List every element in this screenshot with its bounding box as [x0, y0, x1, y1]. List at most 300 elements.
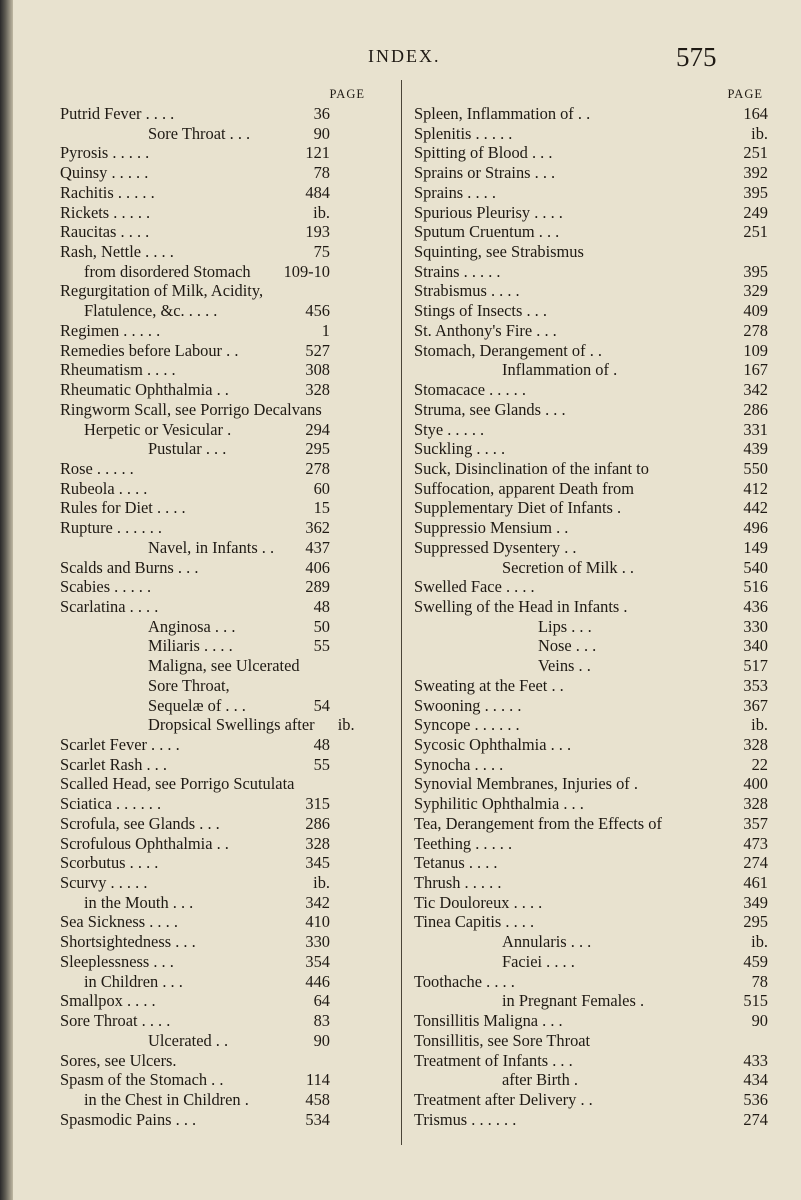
index-term: Scurvy — [60, 873, 107, 893]
leader-dots: . . . . . . — [467, 1109, 521, 1129]
index-page-ref: ib. — [337, 715, 355, 735]
index-term: Strains — [414, 261, 460, 281]
index-entry — [414, 281, 774, 301]
index-term: Spasmodic Pains — [60, 1109, 172, 1129]
index-entry — [60, 163, 390, 183]
leader-dots: . . . — [201, 439, 231, 459]
index-page-ref: 331 — [743, 419, 768, 439]
index-entry — [414, 893, 774, 913]
index-page-ref: ib. — [751, 715, 768, 735]
index-term: Suffocation, apparent Death from — [414, 478, 634, 498]
index-page-ref: 294 — [305, 419, 330, 439]
index-page-ref: 78 — [751, 971, 768, 991]
index-page-ref: 50 — [313, 616, 330, 636]
index-entry — [414, 1110, 774, 1130]
index-page-ref: 329 — [743, 281, 768, 301]
index-page-ref: 392 — [743, 163, 768, 183]
index-term: Inflammation of — [502, 360, 609, 380]
index-term: Strabismus — [414, 281, 487, 301]
index-page-ref: 328 — [305, 833, 330, 853]
leader-dots: . . . — [171, 932, 200, 952]
index-entry — [414, 124, 774, 144]
index-term: Toothache — [414, 971, 483, 991]
index-page-ref: 540 — [743, 557, 768, 577]
index-term: Rheumatic Ophthalmia — [60, 380, 213, 400]
index-term: Scrofula, see Glands — [60, 813, 196, 833]
index-term: Sputum Cruentum — [414, 222, 535, 242]
leader-dots: . . . . — [184, 301, 222, 321]
index-term: from disordered Stomach — [84, 261, 251, 281]
index-term: Syphilitic Ophthalmia — [414, 794, 560, 814]
index-entry — [414, 242, 774, 262]
leader-dots: . . . . . — [106, 873, 152, 893]
index-column-right — [414, 84, 774, 1129]
index-page-ref: 516 — [743, 577, 768, 597]
index-entry — [414, 597, 774, 617]
index-page-ref: 167 — [743, 360, 768, 380]
book-binding-edge — [0, 0, 13, 1200]
index-page-ref: 433 — [743, 1050, 768, 1070]
index-term: Spurious Pleurisy — [414, 202, 531, 222]
index-term: Stye — [414, 419, 444, 439]
index-entry — [60, 834, 390, 854]
index-entry — [60, 262, 390, 282]
index-page-ref: 54 — [313, 695, 330, 715]
index-page-ref: 446 — [305, 971, 330, 991]
index-entry — [414, 262, 774, 282]
leader-dots: . . . . — [482, 971, 519, 991]
index-term: Tinea Capitis — [414, 912, 502, 932]
index-page-ref: 22 — [751, 754, 768, 774]
index-entry — [414, 321, 774, 341]
index-page-ref: 90 — [313, 123, 330, 143]
index-page-ref: 412 — [743, 478, 768, 498]
leader-dots: . . . . . — [119, 320, 165, 340]
leader-dots: . . . — [225, 123, 255, 143]
index-term: Synovial Membranes, Injuries of — [414, 774, 630, 794]
index-term: Pyrosis — [60, 143, 109, 163]
index-entry — [60, 1110, 390, 1130]
index-term: Supplementary Diet of Infants — [414, 498, 613, 518]
leader-dots: . . . — [158, 971, 187, 991]
leader-dots: . . — [211, 1030, 233, 1050]
index-entry — [60, 1031, 390, 1051]
index-page-ref: 437 — [305, 537, 330, 557]
leader-dots: . . . . — [114, 478, 152, 498]
index-entry — [60, 518, 390, 538]
index-entry — [414, 1090, 774, 1110]
index-term: Maligna, see Ulcerated — [148, 656, 300, 676]
index-column-left — [60, 84, 390, 1129]
index-page-ref: 515 — [743, 991, 768, 1011]
index-page-ref: 36 — [313, 104, 330, 123]
leader-dots: . . . . . — [471, 123, 517, 143]
index-page-ref: 534 — [305, 1109, 330, 1129]
index-page-ref: 83 — [313, 1011, 330, 1031]
index-term: Treatment after Delivery — [414, 1089, 577, 1109]
leader-dots: . . . . . — [107, 163, 153, 183]
leader-dots: . — [629, 774, 643, 794]
leader-dots: . . — [212, 380, 233, 400]
index-term: Raucitas — [60, 222, 117, 242]
leader-dots: . . . — [541, 399, 570, 419]
index-page-ref: 340 — [743, 636, 768, 656]
leader-dots: . . . . — [152, 498, 190, 518]
index-entry — [60, 912, 390, 932]
index-term: Scorbutus — [60, 853, 126, 873]
index-entry — [60, 380, 390, 400]
index-term: Shortsightedness — [60, 932, 172, 952]
index-term: Synocha — [414, 754, 471, 774]
index-term: Regimen — [60, 320, 120, 340]
index-page-ref: 395 — [743, 261, 768, 281]
index-entry — [60, 952, 390, 972]
index-page-ref: 109-10 — [283, 261, 330, 281]
index-page-ref: 496 — [743, 518, 768, 538]
index-entry — [60, 459, 390, 479]
index-entry — [414, 380, 774, 400]
index-entry — [414, 1011, 774, 1031]
index-entry — [414, 498, 774, 518]
leader-dots: . . . . . — [471, 833, 517, 853]
index-page-ref: ib. — [751, 932, 768, 952]
index-entry — [60, 656, 390, 676]
index-page-ref: 251 — [743, 143, 768, 163]
leader-dots: . . . . — [464, 853, 502, 873]
index-page-ref: 64 — [313, 991, 330, 1011]
leader-dots: . . . . — [530, 202, 568, 222]
index-page-ref: 55 — [313, 754, 330, 774]
index-entry — [414, 1051, 774, 1071]
index-term: Stomach, Derangement of — [414, 340, 586, 360]
index-entry — [60, 991, 390, 1011]
index-page-ref: 357 — [743, 813, 768, 833]
leader-dots: . . . — [195, 813, 224, 833]
leader-dots: . . — [212, 833, 234, 853]
index-entry — [60, 420, 390, 440]
leader-dots: . . . . . — [113, 182, 159, 202]
index-term: Suppressio Mensium — [414, 518, 552, 538]
leader-dots: . — [569, 1070, 583, 1090]
index-term: Sprains or Strains — [414, 163, 531, 183]
index-term: Rose — [60, 458, 93, 478]
index-entry — [60, 203, 390, 223]
leader-dots: . . . . . — [443, 419, 489, 439]
index-entry — [60, 577, 390, 597]
index-page-ref: 456 — [305, 301, 330, 321]
index-term: Flatulence, &c. — [84, 301, 185, 321]
index-term: in Children — [84, 971, 159, 991]
leader-dots: . — [619, 596, 632, 616]
leader-dots: . . . . — [141, 242, 178, 262]
index-term: Faciei — [502, 951, 543, 971]
index-entry — [414, 912, 774, 932]
index-term: Herpetic or Vesicular — [84, 419, 223, 439]
index-page-ref: 353 — [743, 675, 768, 695]
index-term: Rubeola — [60, 478, 115, 498]
leader-dots: . . . — [546, 735, 576, 754]
leader-dots: . . . — [548, 1050, 577, 1070]
index-page-ref: 251 — [743, 222, 768, 242]
index-entry — [60, 1070, 390, 1090]
index-entry — [414, 341, 774, 361]
index-entry — [60, 222, 390, 242]
index-page-ref: 439 — [743, 439, 768, 459]
index-term: in the Chest in Children — [84, 1089, 241, 1109]
index-page-ref: 367 — [743, 695, 768, 715]
leader-dots: . . . — [567, 616, 596, 636]
leader-dots: . . . — [171, 1109, 201, 1129]
index-term: Smallpox — [60, 991, 123, 1011]
index-term: Rash, Nettle — [60, 242, 142, 262]
leader-dots: . — [222, 419, 236, 439]
leader-dots: . . . . . . — [112, 518, 167, 538]
index-entry — [60, 321, 390, 341]
page-header — [0, 10, 801, 72]
index-entry — [414, 183, 774, 203]
leader-dots: . . . . . — [109, 202, 155, 222]
index-term: in Pregnant Females — [502, 991, 636, 1011]
index-entry — [414, 222, 774, 242]
index-term: Tonsillitis, see Sore Throat — [414, 1030, 591, 1050]
leader-dots: . . — [207, 1070, 228, 1090]
index-term: Thrush — [414, 873, 461, 893]
index-term: Veins — [538, 656, 575, 676]
index-page-ref: 114 — [306, 1070, 330, 1090]
index-term: Suck, Disinclination of the infant to — [414, 458, 649, 478]
index-entry — [60, 617, 390, 637]
leader-dots: . . — [222, 340, 243, 360]
index-term: Suckling — [414, 439, 473, 459]
leader-dots: . . . . — [470, 754, 508, 774]
index-page-ref: 328 — [743, 735, 768, 754]
leader-dots: . . . — [142, 754, 172, 774]
leader-dots: . . . — [571, 636, 601, 656]
leader-dots: . . — [560, 537, 581, 557]
leader-dots: . . . — [566, 932, 596, 952]
leader-dots: . . . . — [141, 104, 179, 123]
index-term: Scarlet Rash — [60, 754, 143, 774]
index-entry — [60, 242, 390, 262]
index-page-ref: 278 — [743, 320, 768, 340]
index-entry — [414, 459, 774, 479]
leader-dots: . . . . . . — [470, 715, 524, 735]
index-term: Teething — [414, 833, 472, 853]
index-page-ref: 473 — [743, 833, 768, 853]
index-page-ref: 121 — [305, 143, 330, 163]
index-term: Sore Throat, — [148, 675, 230, 695]
index-term: Struma, see Glands — [414, 399, 542, 419]
index-term: St. Anthony's Fire — [414, 320, 533, 340]
index-term: Tonsillitis Maligna — [414, 1011, 539, 1031]
index-entry — [414, 538, 774, 558]
leader-dots: . . . — [538, 1011, 567, 1031]
index-page-ref: ib. — [313, 202, 330, 222]
index-page-ref: 536 — [743, 1089, 768, 1109]
index-term: Sequelæ of — [148, 695, 222, 715]
leader-dots: . . . . — [501, 577, 539, 597]
leader-dots: . . . — [149, 951, 178, 971]
index-page-ref: 60 — [313, 478, 330, 498]
index-entry — [60, 774, 390, 794]
index-entry — [414, 952, 774, 972]
leader-dots: . . . — [168, 892, 198, 912]
index-entry — [60, 439, 390, 459]
index-page-ref: 15 — [313, 498, 330, 518]
index-term: Swooning — [414, 695, 481, 715]
index-entry — [414, 696, 774, 716]
index-page-ref: 295 — [743, 912, 768, 932]
leader-dots: . . . . . — [460, 873, 506, 893]
index-entry — [60, 124, 390, 144]
index-term: Annularis — [502, 932, 567, 952]
index-term: after Birth — [502, 1070, 570, 1090]
index-entry — [60, 538, 390, 558]
index-term: Tea, Derangement from the Effects of — [414, 813, 662, 833]
leader-dots: . . . . — [199, 636, 237, 656]
index-page-ref: 109 — [743, 340, 768, 360]
index-page-ref: 315 — [305, 794, 330, 814]
index-term: Sweating at the Feet — [414, 675, 548, 695]
page-number: 575 — [676, 42, 717, 72]
index-page-ref: 78 — [313, 163, 330, 183]
index-entry — [414, 400, 774, 420]
index-term: Stomacace — [414, 380, 485, 400]
index-page-ref: 48 — [313, 596, 330, 616]
index-term: Lips — [538, 616, 568, 636]
index-entry — [414, 163, 774, 183]
leader-dots: . . . . — [463, 182, 501, 202]
index-entry — [414, 656, 774, 676]
index-term: Spasm of the Stomach — [60, 1070, 208, 1090]
leader-dots: . . . . . — [480, 695, 526, 715]
leader-dots: . . . — [559, 794, 588, 814]
column-divider — [401, 80, 402, 1145]
leader-dots: . . . — [221, 695, 250, 715]
leader-dots: . . — [547, 675, 568, 695]
index-page-ref: 550 — [743, 458, 768, 478]
index-term: Nose — [538, 636, 572, 656]
index-entries-left — [60, 104, 390, 1129]
index-entry — [60, 972, 390, 992]
index-entry — [414, 143, 774, 163]
running-title: INDEX. — [368, 46, 441, 66]
index-page-ref: 400 — [743, 774, 768, 794]
index-term: Rupture — [60, 518, 113, 538]
index-term: Sea Sickness — [60, 912, 146, 932]
leader-dots: . . . . — [509, 892, 547, 912]
leader-dots: . . — [574, 656, 595, 676]
index-entry — [60, 696, 390, 716]
index-term: Trismus — [414, 1109, 468, 1129]
index-entry — [60, 1051, 390, 1071]
index-page-ref: 278 — [305, 458, 330, 478]
index-entry — [414, 420, 774, 440]
index-entry — [414, 104, 774, 124]
index-term: Syncope — [414, 715, 471, 735]
leader-dots: . . . . — [125, 853, 163, 873]
index-term: Scabies — [60, 577, 111, 597]
index-page-ref: 342 — [743, 380, 768, 400]
index-entry — [414, 715, 774, 735]
leader-dots: . . . . . — [485, 380, 531, 400]
index-entry — [414, 834, 774, 854]
index-page-ref: 458 — [305, 1089, 330, 1109]
index-entry — [60, 735, 390, 755]
index-entry — [414, 794, 774, 814]
index-page-ref: 295 — [305, 439, 330, 459]
index-term: Ulcerated — [148, 1030, 212, 1050]
index-term: Treatment of Infants — [414, 1050, 549, 1070]
index-term: Scalled Head, see Porrigo Scutulata — [60, 774, 295, 794]
index-page-ref: 342 — [305, 892, 330, 912]
index-entry — [60, 636, 390, 656]
index-entry — [60, 597, 390, 617]
index-term: Putrid Fever — [60, 104, 142, 123]
index-page-ref: 349 — [743, 892, 768, 912]
index-page-ref: 90 — [313, 1030, 330, 1050]
index-term: Rheumatism — [60, 360, 143, 380]
index-term: Regurgitation of Milk, Acidity, — [60, 281, 264, 301]
index-page-ref: 461 — [743, 873, 768, 893]
index-entry — [414, 932, 774, 952]
index-page-ref: 484 — [305, 182, 330, 202]
index-page-ref: 406 — [305, 557, 330, 577]
index-page-ref: 1 — [321, 320, 330, 340]
leader-dots: . . . . — [542, 951, 579, 971]
index-entry — [60, 1090, 390, 1110]
index-entry — [60, 104, 390, 124]
index-term: Sore Throat — [148, 123, 226, 143]
index-term: Spitting of Blood — [414, 143, 528, 163]
index-page-ref: 442 — [743, 498, 768, 518]
index-term: Splenitis — [414, 123, 472, 143]
index-entry — [414, 814, 774, 834]
index-entry — [414, 972, 774, 992]
index-term: Sprains — [414, 182, 464, 202]
index-page-ref: ib. — [751, 123, 768, 143]
index-page-ref: 527 — [305, 340, 330, 360]
index-page-ref: 330 — [743, 616, 768, 636]
index-entry — [60, 873, 390, 893]
index-term: Scarlet Fever — [60, 735, 147, 754]
leader-dots: . . . . — [472, 439, 510, 459]
index-entry — [60, 498, 390, 518]
index-entry — [60, 814, 390, 834]
index-entry — [414, 203, 774, 223]
leader-dots: . . — [551, 518, 573, 538]
leader-dots: . . . — [534, 222, 564, 242]
index-page-ref: 395 — [743, 182, 768, 202]
index-page-ref: 459 — [743, 951, 768, 971]
leader-dots: . . . . — [116, 222, 154, 242]
index-term: Sciatica — [60, 794, 112, 814]
index-entry — [60, 281, 390, 301]
index-page-ref: 362 — [305, 518, 330, 538]
leader-dots: . . . . — [146, 735, 184, 754]
index-term: Spleen, Inflammation of — [414, 104, 574, 123]
index-entry — [60, 183, 390, 203]
leader-dots: . — [608, 360, 622, 380]
index-page-ref: ib. — [313, 873, 330, 893]
index-entry — [60, 932, 390, 952]
index-term: Quinsy — [60, 163, 108, 183]
leader-dots: . . . — [527, 143, 557, 163]
leader-dots: . — [240, 1089, 253, 1109]
index-page-ref: 286 — [743, 399, 768, 419]
index-entry — [414, 360, 774, 380]
index-entry — [60, 479, 390, 499]
